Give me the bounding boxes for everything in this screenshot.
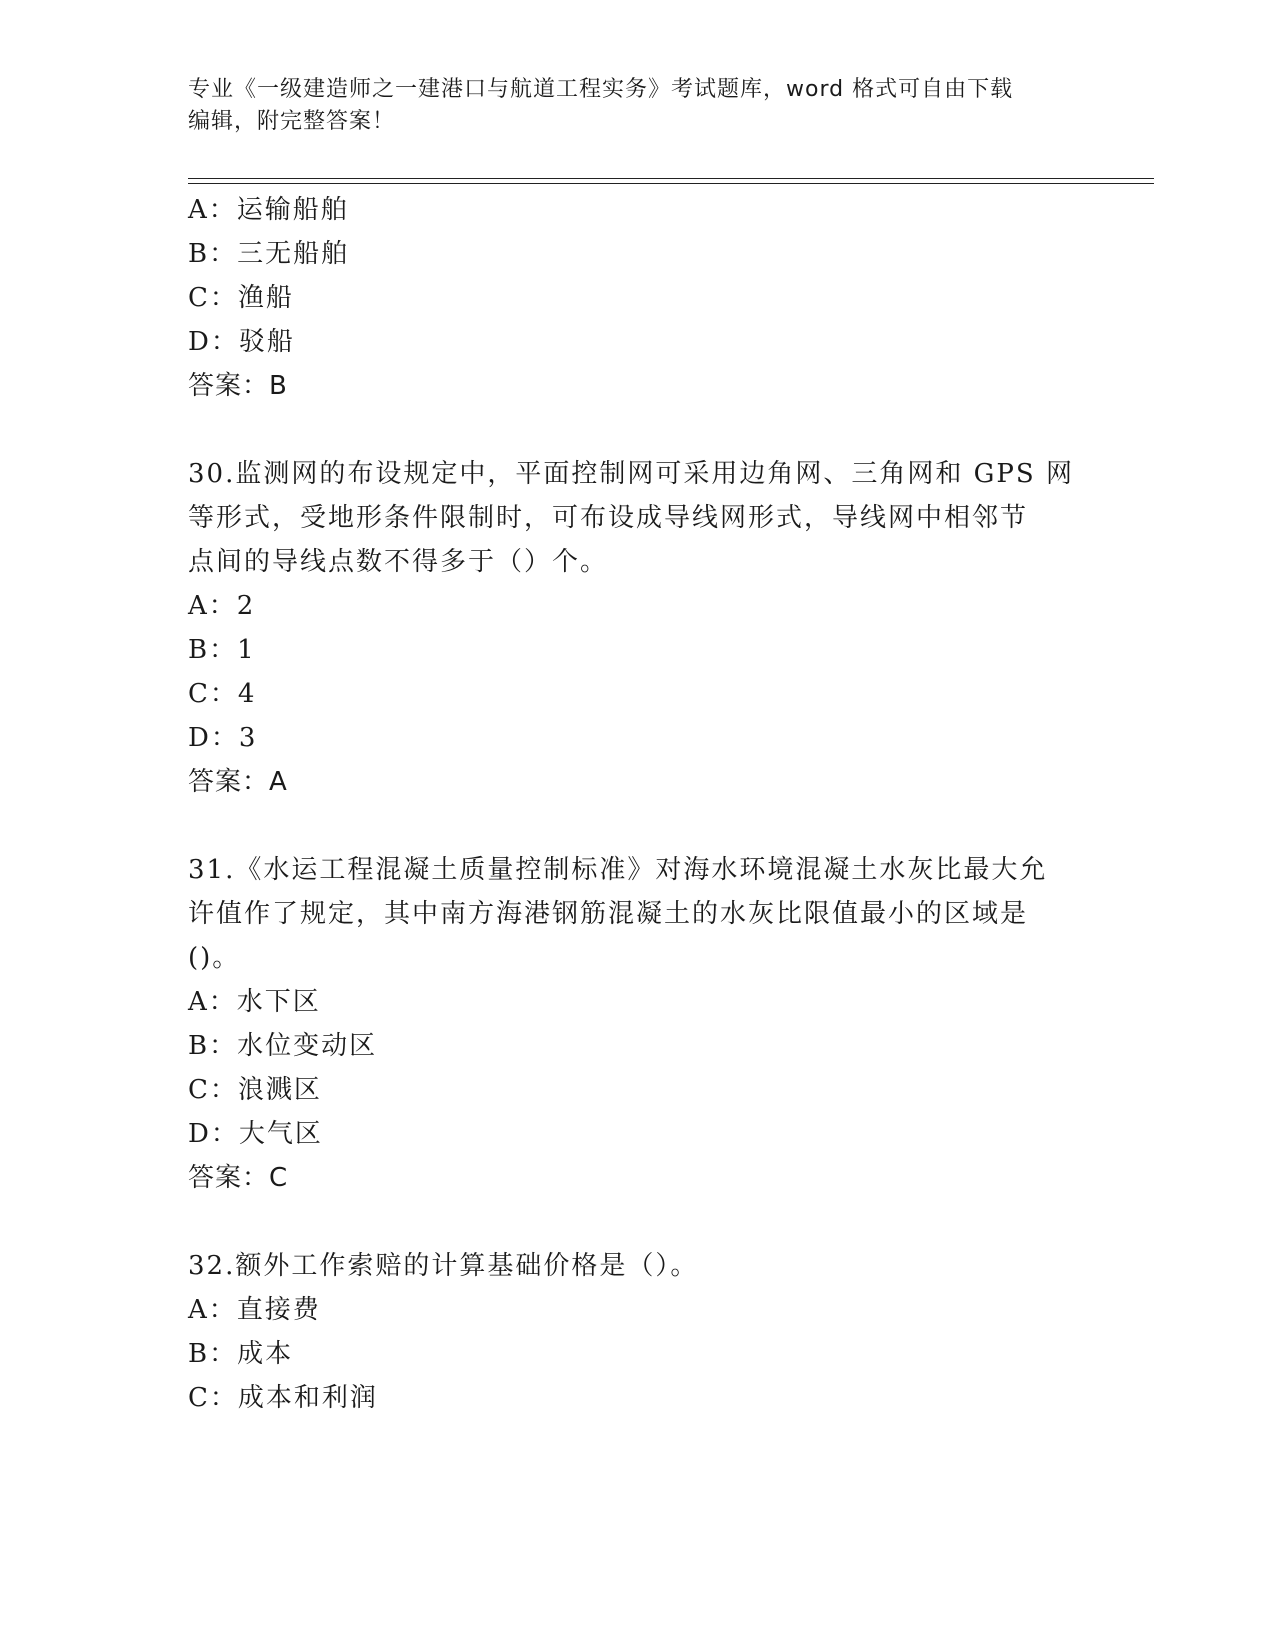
option-b: B：成本 [188, 1339, 294, 1369]
question-32-line-1: 32.额外工作索赔的计算基础价格是（）。 [188, 1251, 699, 1281]
question-31-line-2: 许值作了规定，其中南方海港钢筋混凝土的水灰比限值最小的区域是 [188, 899, 1029, 929]
option-b: B：三无船舶 [188, 239, 350, 269]
header-divider-top [188, 178, 1154, 179]
answer-line: 答案：A [188, 767, 288, 797]
option-c: C：浪溅区 [188, 1075, 322, 1105]
option-a: A：直接费 [188, 1295, 321, 1325]
header-divider-bottom [188, 183, 1154, 184]
header-line-1: 专业《一级建造师之一建港口与航道工程实务》考试题库，word 格式可自由下载 [188, 77, 1014, 102]
option-c: C：成本和利润 [188, 1383, 378, 1413]
option-d: D：驳船 [188, 327, 295, 357]
option-c: C：渔船 [188, 283, 294, 313]
document-header [188, 74, 1088, 138]
question-30-line-1: 30.监测网的布设规定中，平面控制网可采用边角网、三角网和 GPS 网 [188, 459, 1074, 489]
question-31-line-1: 31.《水运工程混凝土质量控制标准》对海水环境混凝土水灰比最大允 [188, 855, 1048, 885]
option-c: C：4 [188, 679, 257, 709]
question-31-line-3: ()。 [188, 943, 241, 973]
answer-line: 答案：B [188, 371, 288, 401]
option-a: A：2 [188, 591, 256, 621]
header-line-2: 编辑，附完整答案！ [188, 109, 396, 134]
question-30-line-2: 等形式，受地形条件限制时，可布设成导线网形式，导线网中相邻节 [188, 503, 1029, 533]
answer-line: 答案：C [188, 1163, 289, 1193]
option-a: A：水下区 [188, 987, 321, 1017]
option-a: A：运输船舶 [188, 195, 349, 225]
option-d: D：3 [188, 723, 258, 753]
option-b: B：水位变动区 [188, 1031, 378, 1061]
question-30-line-3: 点间的导线点数不得多于（）个。 [188, 547, 609, 577]
option-d: D：大气区 [188, 1119, 323, 1149]
option-b: B：1 [188, 635, 256, 665]
